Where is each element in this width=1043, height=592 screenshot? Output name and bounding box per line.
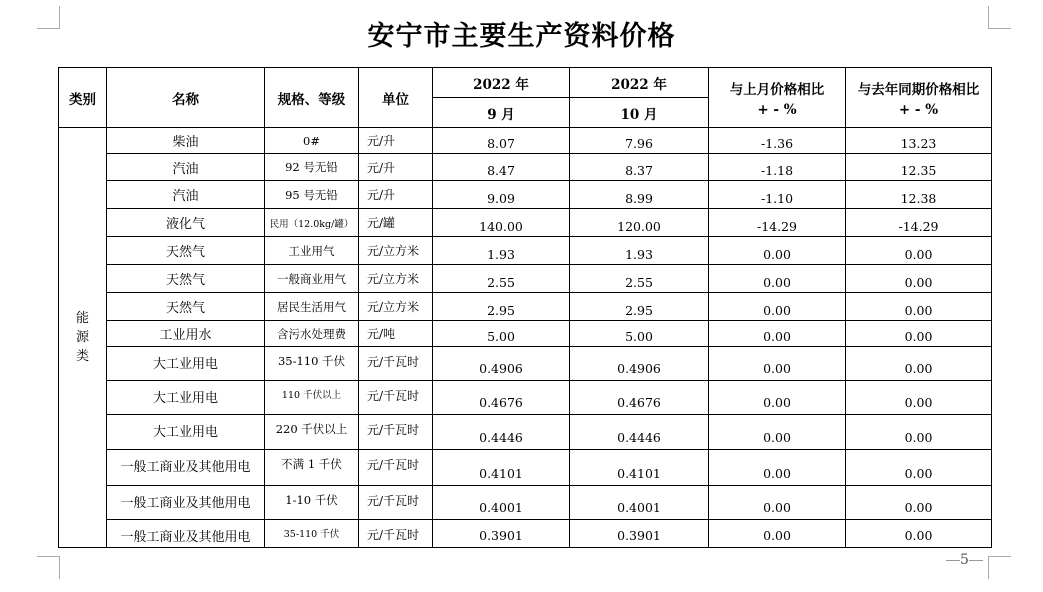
row-name: 大工业用电: [107, 347, 265, 381]
row-spec: 0#: [265, 128, 359, 154]
header-category: 类别: [59, 68, 107, 128]
header-yoy: [846, 68, 992, 128]
row-spec: 92 号无铅: [265, 154, 359, 181]
row-cur-price: 0.4906: [570, 347, 709, 381]
row-spec: 35-110 千伏: [265, 347, 359, 381]
row-cur-price: 2.55: [570, 265, 709, 293]
row-name: 工业用水: [107, 321, 265, 347]
row-cur-price: 0.4101: [570, 450, 709, 486]
header-unit: 单位: [359, 68, 433, 128]
row-spec: 1-10 千伏: [265, 486, 359, 520]
row-mom-change: -1.36: [709, 128, 846, 154]
row-cur-price: 2.95: [570, 293, 709, 321]
row-mom-change: 0.00: [709, 415, 846, 450]
table-row: [59, 237, 992, 265]
row-name: 一般工商业及其他用电: [107, 450, 265, 486]
row-mom-change: -1.18: [709, 154, 846, 181]
row-name: 液化气: [107, 209, 265, 237]
row-prev-price: 2.55: [433, 265, 570, 293]
row-name: 柴油: [107, 128, 265, 154]
row-unit: 元/千瓦时: [359, 415, 433, 450]
table-row: [59, 415, 992, 450]
document-title: 安宁市主要生产资料价格: [367, 21, 676, 52]
row-yoy-change: 0.00: [846, 486, 992, 520]
header-yoy-line2: + - %: [898, 101, 939, 118]
row-prev-price: 5.00: [433, 321, 570, 347]
header-cur-year: 2022 年: [570, 68, 709, 98]
row-cur-price: 7.96: [570, 128, 709, 154]
row-spec: 工业用气: [265, 237, 359, 265]
row-spec: 居民生活用气: [265, 293, 359, 321]
row-name: 大工业用电: [107, 381, 265, 415]
row-spec: 110 千伏以上: [265, 381, 359, 415]
row-mom-change: -1.10: [709, 181, 846, 209]
row-unit: 元/千瓦时: [359, 486, 433, 520]
row-spec: 含污水处理费: [265, 321, 359, 347]
row-yoy-change: 0.00: [846, 347, 992, 381]
header-prev-year: 2022 年: [433, 68, 570, 98]
row-unit: 元/吨: [359, 321, 433, 347]
row-name: 汽油: [107, 181, 265, 209]
row-cur-price: 120.00: [570, 209, 709, 237]
table-row: [59, 154, 992, 181]
page-number-value: 5: [960, 552, 969, 568]
row-unit: 元/千瓦时: [359, 450, 433, 486]
category-char: 类: [75, 349, 89, 364]
row-prev-price: 8.07: [433, 128, 570, 154]
price-table: [58, 67, 992, 548]
row-yoy-change: 13.23: [846, 128, 992, 154]
row-prev-price: 0.4101: [433, 450, 570, 486]
row-mom-change: 0.00: [709, 450, 846, 486]
row-spec: 不满 1 千伏: [265, 450, 359, 486]
page-number-dash: [946, 560, 960, 561]
row-mom-change: 0.00: [709, 293, 846, 321]
row-prev-price: 0.4676: [433, 381, 570, 415]
row-unit: 元/升: [359, 128, 433, 154]
row-unit: 元/升: [359, 181, 433, 209]
row-prev-price: 2.95: [433, 293, 570, 321]
table-row: [59, 520, 992, 548]
row-unit: 元/千瓦时: [359, 520, 433, 548]
row-spec: 220 千伏以上: [265, 415, 359, 450]
row-mom-change: 0.00: [709, 486, 846, 520]
row-yoy-change: 0.00: [846, 520, 992, 548]
row-name: 一般工商业及其他用电: [107, 486, 265, 520]
row-mom-change: 0.00: [709, 381, 846, 415]
header-spec: 规格、等级: [265, 68, 359, 128]
row-yoy-change: 0.00: [846, 415, 992, 450]
row-cur-price: 0.4676: [570, 381, 709, 415]
crop-mark-bottom-left: [37, 556, 60, 579]
row-yoy-change: 0.00: [846, 293, 992, 321]
row-mom-change: 0.00: [709, 347, 846, 381]
category-char: 能: [75, 311, 89, 326]
row-unit: 元/罐: [359, 209, 433, 237]
row-unit: 元/立方米: [359, 265, 433, 293]
row-cur-price: 0.4446: [570, 415, 709, 450]
table-row: [59, 321, 992, 347]
row-cur-price: 8.37: [570, 154, 709, 181]
row-prev-price: 140.00: [433, 209, 570, 237]
row-spec: 95 号无铅: [265, 181, 359, 209]
header-cur-month: 10 月: [570, 98, 709, 128]
page-number-dash: [969, 560, 983, 561]
row-prev-price: 0.3901: [433, 520, 570, 548]
table-row: [59, 450, 992, 486]
row-yoy-change: 12.38: [846, 181, 992, 209]
row-mom-change: 0.00: [709, 520, 846, 548]
header-mom-line1: 与上月价格相比: [729, 81, 825, 98]
table-row: [59, 347, 992, 381]
table-row: [59, 265, 992, 293]
row-prev-price: 9.09: [433, 181, 570, 209]
header-mom: [709, 68, 846, 128]
row-yoy-change: 0.00: [846, 237, 992, 265]
category-cell: [59, 128, 107, 548]
row-prev-price: 1.93: [433, 237, 570, 265]
row-unit: 元/升: [359, 154, 433, 181]
table-row: [59, 293, 992, 321]
row-spec: 民用（12.0kg/罐）: [265, 209, 359, 237]
row-spec: 35-110 千伏: [265, 520, 359, 548]
row-yoy-change: 0.00: [846, 381, 992, 415]
row-name: 大工业用电: [107, 415, 265, 450]
row-cur-price: 8.99: [570, 181, 709, 209]
row-unit: 元/千瓦时: [359, 381, 433, 415]
row-unit: 元/千瓦时: [359, 347, 433, 381]
row-spec: 一般商业用气: [265, 265, 359, 293]
row-yoy-change: 0.00: [846, 450, 992, 486]
row-name: 天然气: [107, 237, 265, 265]
crop-mark-bottom-right: [988, 556, 1011, 579]
row-prev-price: 0.4001: [433, 486, 570, 520]
row-cur-price: 1.93: [570, 237, 709, 265]
table-row: [59, 209, 992, 237]
row-name: 天然气: [107, 265, 265, 293]
row-name: 一般工商业及其他用电: [107, 520, 265, 548]
row-cur-price: 0.4001: [570, 486, 709, 520]
page-number: [946, 552, 983, 568]
row-name: 汽油: [107, 154, 265, 181]
table-row: [59, 181, 992, 209]
header-name: 名称: [107, 68, 265, 128]
row-unit: 元/立方米: [359, 237, 433, 265]
header-yoy-line1: 与去年同期价格相比: [857, 81, 980, 98]
row-mom-change: -14.29: [709, 209, 846, 237]
header-prev-month: 9 月: [433, 98, 570, 128]
table-row: [59, 381, 992, 415]
table-row: [59, 128, 992, 154]
row-yoy-change: 0.00: [846, 321, 992, 347]
row-yoy-change: -14.29: [846, 209, 992, 237]
row-prev-price: 0.4446: [433, 415, 570, 450]
row-mom-change: 0.00: [709, 265, 846, 293]
row-mom-change: 0.00: [709, 237, 846, 265]
header-mom-line2: + - %: [757, 101, 797, 118]
row-prev-price: 0.4906: [433, 347, 570, 381]
row-name: 天然气: [107, 293, 265, 321]
row-unit: 元/立方米: [359, 293, 433, 321]
row-yoy-change: 0.00: [846, 265, 992, 293]
row-cur-price: 5.00: [570, 321, 709, 347]
row-yoy-change: 12.35: [846, 154, 992, 181]
category-char: 源: [75, 330, 89, 345]
row-cur-price: 0.3901: [570, 520, 709, 548]
row-prev-price: 8.47: [433, 154, 570, 181]
table-row: [59, 486, 992, 520]
row-mom-change: 0.00: [709, 321, 846, 347]
